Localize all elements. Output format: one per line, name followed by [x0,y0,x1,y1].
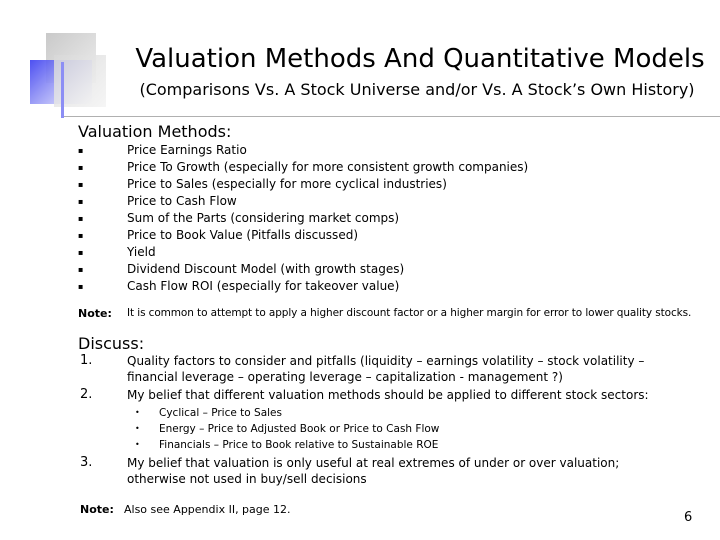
square-bullet-icon: ▪ [78,146,84,155]
sector-subitem-text: Financials – Price to Book relative to Sustainable ROE [159,439,439,451]
sector-subitem-text: Cyclical – Price to Sales [159,407,282,419]
discuss-number-3: 3. [80,455,93,470]
list-item-text: Sum of the Parts (considering market comps) [127,211,400,225]
slide-subtitle: (Comparisons Vs. A Stock Universe and/or Vs. A Stock’s Own History) [139,80,695,99]
square-bullet-icon: ▪ [78,231,84,240]
valuation-note-label: Note: [78,307,112,320]
discuss-note-label: Note: [80,503,114,516]
bullet-dot-icon: • [135,424,140,433]
list-item-text: Price To Growth (especially for more consistent growth companies) [127,160,529,174]
discuss-item-1-line-1: Quality factors to consider and pitfalls (liquidity – earnings volatility – stock volatility – [127,354,645,368]
discuss-number-1: 1. [80,353,93,368]
discuss-item-3-line-1: My belief that valuation is only useful at real extremes of under or over valuation; [127,456,620,470]
valuation-note-text: It is common to attempt to apply a higher discount factor or a higher margin for error to lower quality stocks. [127,307,692,319]
decor-vertical-line [61,62,64,118]
square-bullet-icon: ▪ [78,180,84,189]
bullet-dot-icon: • [135,440,140,449]
square-bullet-icon: ▪ [78,197,84,206]
bullet-dot-icon: • [135,408,140,417]
discuss-note-text: Also see Appendix II, page 12. [124,503,291,516]
discuss-number-2: 2. [80,387,93,402]
list-item-text: Price to Sales (especially for more cyclical industries) [127,177,447,191]
list-item-text: Yield [127,245,156,259]
list-item-text: Price to Book Value (Pitfalls discussed) [127,228,358,242]
square-bullet-icon: ▪ [78,214,84,223]
discuss-item-2-line-1: My belief that different valuation methods should be applied to different stock sectors: [127,388,649,402]
square-bullet-icon: ▪ [78,163,84,172]
title-divider [64,116,720,117]
discuss-item-3-line-2: otherwise not used in buy/sell decisions [127,472,367,486]
list-item-text: Dividend Discount Model (with growth stages) [127,262,405,276]
square-bullet-icon: ▪ [78,265,84,274]
page-number: 6 [684,510,693,525]
square-bullet-icon: ▪ [78,248,84,257]
list-item-text: Cash Flow ROI (especially for takeover value) [127,279,400,293]
slide-title: Valuation Methods And Quantitative Models [135,44,705,74]
square-bullet-icon: ▪ [78,282,84,291]
list-item-text: Price Earnings Ratio [127,143,247,157]
discuss-heading: Discuss: [78,334,145,353]
discuss-item-1-line-2: financial leverage – operating leverage – capitalization - management ?) [127,370,563,384]
valuation-heading: Valuation Methods: [78,122,232,141]
list-item-text: Price to Cash Flow [127,194,237,208]
sector-subitem-text: Energy – Price to Adjusted Book or Price to Cash Flow [159,423,440,435]
